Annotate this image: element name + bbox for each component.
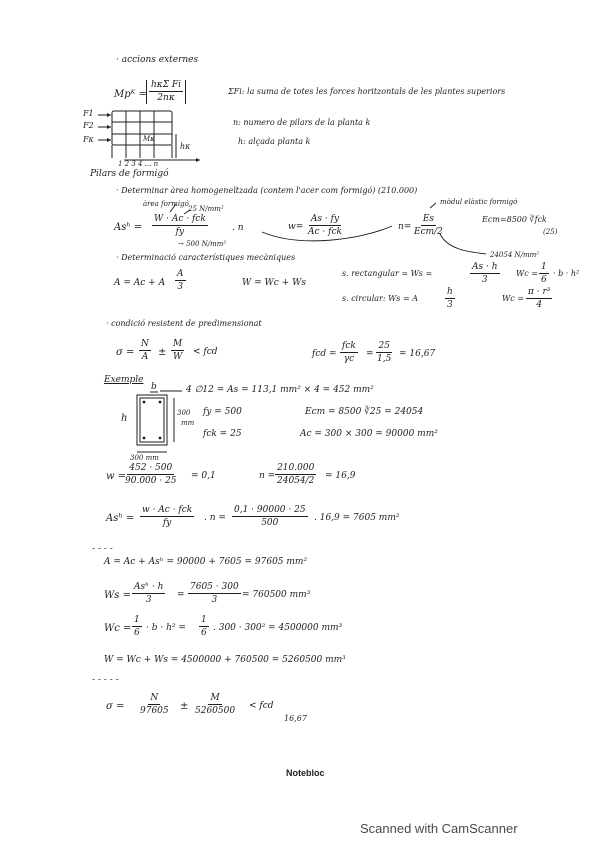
area-equation: A = Ac + A xyxy=(114,278,166,288)
ecm-25: (25) xyxy=(543,228,558,236)
ex-ash-value-den: 500 xyxy=(261,518,279,529)
frame-column-numbers: 1 2 3 4 ... n xyxy=(118,160,159,168)
rect-section-label: s. rectangular = Ws = xyxy=(342,269,433,278)
ex-sigma-fcd-value: 16,67 xyxy=(284,714,307,723)
circ-wc-num: π · r³ xyxy=(526,287,552,299)
circ-wc-den: 4 xyxy=(536,300,543,311)
heading-mecaniques: · Determinació característiques mecàniques xyxy=(116,253,296,262)
note-fy-500: → 500 N/mm² xyxy=(178,240,227,248)
section-base-dim: 300 mm xyxy=(130,454,159,462)
ex-sigma-n-fraction xyxy=(138,693,171,717)
w-equation: W = Wc + Ws xyxy=(242,278,306,288)
fcd-den: γc xyxy=(343,354,355,365)
ex-ws-lhs: Ws = xyxy=(104,590,131,601)
separator-2: - - - - - xyxy=(92,675,119,685)
ex-sigma-n: N xyxy=(148,693,160,705)
ecm-formula: Ecm=8500 ∛fck xyxy=(482,215,547,224)
sigma-plus-minus: ± xyxy=(158,347,167,358)
definition-h: h: alçada planta k xyxy=(238,137,311,146)
fcd-lhs: fcd = xyxy=(312,349,337,359)
fcd-equals: = xyxy=(366,349,374,359)
ex-sigma-a: 97605 xyxy=(140,706,169,717)
w-def-lhs: w= xyxy=(288,222,304,232)
ex-ash-n: . n = xyxy=(204,513,226,523)
sigma-lhs: σ = xyxy=(116,347,135,358)
rect-wc-den: 6 xyxy=(541,275,547,286)
ex-ash-lhs: Asʰ = xyxy=(106,513,135,524)
area-frac-den: 3 xyxy=(177,282,184,293)
ex-ws-eq: = xyxy=(177,590,185,600)
ex-w-total: W = Wc + Ws = 4500000 + 760500 = 5260500 mm³ xyxy=(104,655,346,665)
notebloc-logo: Notebloc xyxy=(286,768,325,778)
rect-wc-num: 1 xyxy=(539,262,549,274)
mp-numerator: hκΣ Fi xyxy=(149,80,183,92)
definition-sum-forces: ΣFi: la suma de totes les forces horitzontals de les plantes superiors xyxy=(228,87,506,96)
example-fck: fck = 25 xyxy=(203,429,242,439)
ex-w-den: 90.000 · 25 xyxy=(125,476,177,487)
note-area-formigo: àrea formigó xyxy=(143,200,189,208)
separator-1: - - - - xyxy=(92,544,113,554)
ex-n-result: = 16,9 xyxy=(325,471,356,481)
w-def-numerator: As · fy xyxy=(309,214,341,226)
example-ac: Ac = 300 × 300 = 90000 mm² xyxy=(300,429,438,439)
fcd-value-num: 25 xyxy=(376,341,391,353)
ex-ws-den: 3 xyxy=(145,595,152,606)
formula-mp-lhs: Mpᴷ = xyxy=(114,89,147,100)
example-fy: fy = 500 xyxy=(203,407,242,417)
ex-wc-fraction xyxy=(132,615,142,639)
mp-denominator: 2nκ xyxy=(157,93,175,104)
ex-ash-den: fy xyxy=(162,518,172,529)
ex-sigma-m-fraction xyxy=(193,693,237,717)
frame-label-f1: F1 xyxy=(83,109,94,118)
ex-w-result: = 0,1 xyxy=(191,471,216,481)
ex-sigma-w: 5260500 xyxy=(195,706,236,717)
circ-ws-num: h xyxy=(445,287,455,299)
rect-ws-den: 3 xyxy=(481,275,488,286)
heading-example: Exemple xyxy=(104,375,144,385)
ex-wc-num: 1 xyxy=(132,615,142,627)
sigma-a: A xyxy=(141,352,149,363)
ex-ws-result: = 760500 mm³ xyxy=(242,590,311,600)
w-def-denominator: Ac · fck xyxy=(308,227,342,238)
frame-label-hk: hκ xyxy=(180,142,191,151)
ex-ws-num: Asʰ · h xyxy=(132,582,165,594)
ex-ws-value-num: 7605 · 300 xyxy=(188,582,241,594)
n-def-denominator: Ecm/2 xyxy=(414,227,443,238)
ex-sigma-lhs: σ = xyxy=(106,701,125,712)
ex-n-num: 210.000 xyxy=(275,463,316,475)
ex-ash-fraction xyxy=(140,505,194,529)
section-label-h: h xyxy=(121,413,128,424)
ecm-result: 24054 N/mm² xyxy=(490,251,540,259)
circ-section-label: s. circular: Ws = A xyxy=(342,294,418,303)
camscanner-watermark: Scanned with CamScanner xyxy=(360,821,518,836)
note-25-nmm2: 25 N/mm² xyxy=(188,205,224,213)
rect-ws-num: As · h xyxy=(470,262,500,274)
sigma-m: M xyxy=(171,339,184,351)
ex-ws-fraction xyxy=(132,582,165,606)
ex-wc-value-num: 1 xyxy=(199,615,209,627)
ex-wc-value-den: 6 xyxy=(201,628,207,639)
ash-numerator: W · Ac · fck xyxy=(152,214,208,226)
fcd-value-den: 1,5 xyxy=(377,354,392,365)
ex-w-lhs: w = xyxy=(106,471,127,482)
n-def-numerator: Es xyxy=(421,214,436,226)
n-def-lhs: n= xyxy=(398,222,412,232)
heading-accions: · accions externes xyxy=(116,55,199,65)
definition-n: n: numero de pilars de la planta k xyxy=(233,118,371,127)
ex-ws-value-den: 3 xyxy=(211,595,218,606)
section-label-b: b xyxy=(151,382,157,392)
section-dim-mm: mm xyxy=(181,419,195,427)
circ-ws-den: 3 xyxy=(447,300,453,311)
ex-n-lhs: n = xyxy=(259,471,276,481)
fcd-result: = 16,67 xyxy=(399,349,436,359)
ex-ash-value-fraction xyxy=(232,505,308,529)
sigma-lt-fcd: < fcd xyxy=(193,347,218,357)
fcd-num: fck xyxy=(340,341,358,353)
ex-ash-num: w · Ac · fck xyxy=(140,505,194,517)
ex-sigma-m: M xyxy=(208,693,221,705)
ex-wc-value-fraction xyxy=(199,615,209,639)
ex-ash-value-num: 0,1 · 90000 · 25 xyxy=(232,505,308,517)
ash-times-n: . n xyxy=(232,223,244,233)
ex-ws-value-fraction xyxy=(188,582,241,606)
note-modul-elastic: mòdul elàstic formigó xyxy=(440,198,518,206)
ex-wc-mid: · b · h² = xyxy=(146,623,186,633)
example-ecm: Ecm = 8500 ∛25 = 24054 xyxy=(305,407,424,417)
sigma-n: N xyxy=(139,339,151,351)
section-dim-300: 300 xyxy=(177,409,191,417)
ex-area-total: A = Ac + Asʰ = 90000 + 7605 = 97605 mm² xyxy=(104,557,308,567)
ex-wc-den: 6 xyxy=(134,628,140,639)
circ-wc-lhs: Wc = xyxy=(502,294,524,303)
ex-sigma-pm: ± xyxy=(180,701,189,712)
heading-condicio: · condició resistent de predimensionat xyxy=(106,319,262,328)
sigma-w: W xyxy=(173,352,183,363)
ash-lhs: Asʰ = xyxy=(114,222,143,233)
rect-wc-lhs: Wc = xyxy=(516,269,538,278)
area-frac-num: A xyxy=(175,269,186,281)
example-rebar: 4 ∅12 = As = 113,1 mm² × 4 = 452 mm² xyxy=(186,385,374,395)
ex-w-num: 452 · 500 xyxy=(127,463,174,475)
ash-denominator: fy xyxy=(175,227,185,238)
frame-label-f2: F2 xyxy=(83,121,94,130)
ex-wc-lhs: Wc = xyxy=(104,623,132,634)
frame-label-mk: Mκ xyxy=(143,135,155,143)
ex-w-fraction xyxy=(123,463,179,487)
rect-wc-tail: · b · h² xyxy=(553,269,580,278)
frame-caption: Pilars de formigó xyxy=(90,169,169,179)
ex-n-fraction xyxy=(275,463,316,487)
heading-area: · Determinar àrea homogeneïtzada (contem l'acer com formigó) (210.000) xyxy=(116,186,418,195)
ex-ash-result: . 16,9 = 7605 mm² xyxy=(314,513,400,523)
frame-label-fk: Fκ xyxy=(83,135,94,144)
ex-sigma-lt-fcd: < fcd xyxy=(249,701,274,711)
ex-n-den: 24054/2 xyxy=(277,476,315,487)
ex-wc-result: . 300 · 300² = 4500000 mm³ xyxy=(213,623,343,633)
